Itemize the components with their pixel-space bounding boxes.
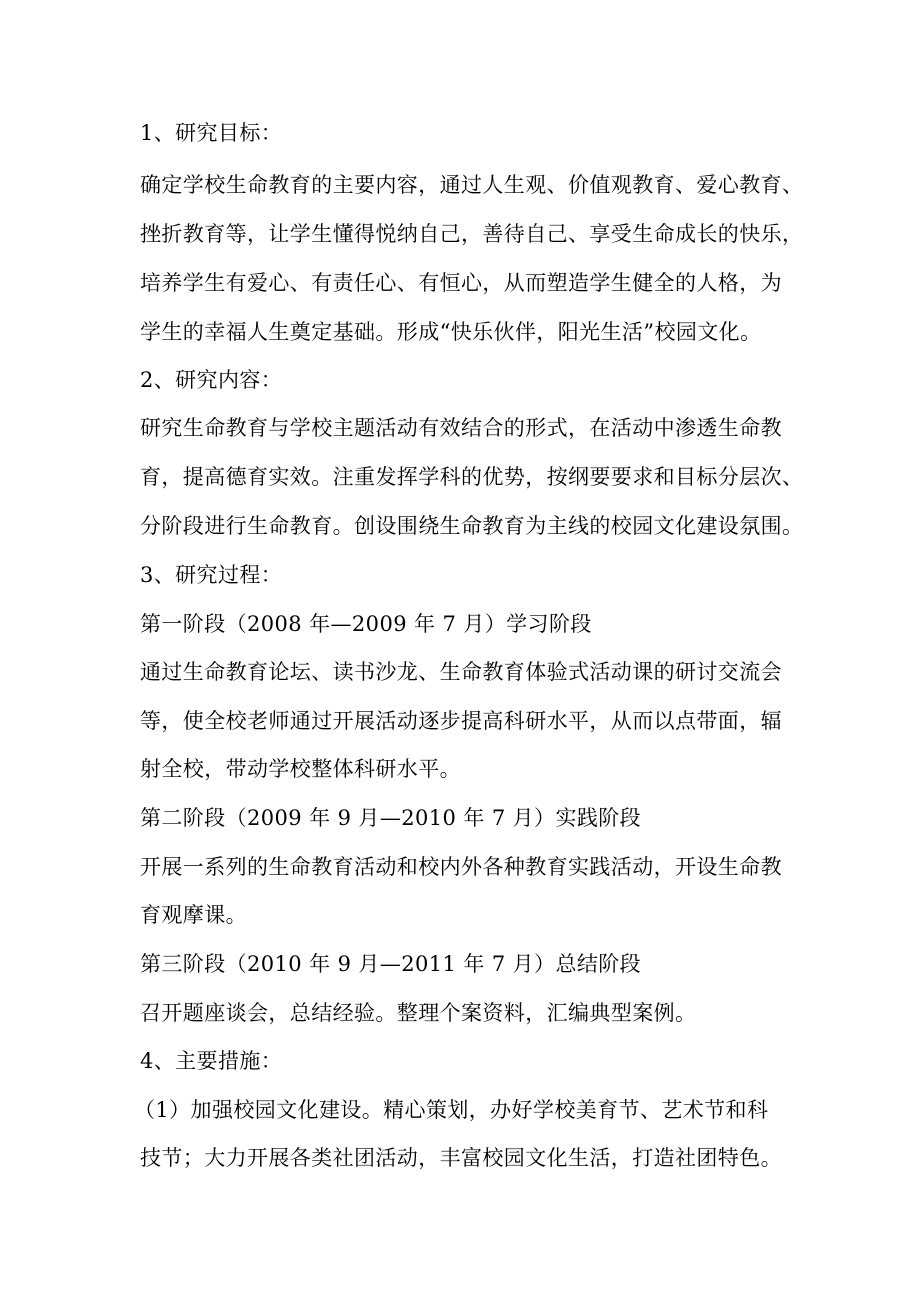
paragraph-line: 确定学校生命教育的主要内容，通过人生观、价值观教育、爱心教育、 [140,173,804,197]
heading-research-goal: 1、研究目标： [140,121,283,145]
paragraph-line: 开展一系列的生命教育活动和校内外各种教育实践活动，开设生命教 [140,855,782,879]
paragraph-line: 培养学生有爱心、有责任心、有恒心，从而塑造学生健全的人格，为 [140,271,782,295]
paragraph-line: 育观摩课。 [140,903,247,927]
stage-three-title: 第三阶段（2010 年 9 月—2011 年 7 月）总结阶段 [140,952,642,976]
paragraph-line: 技节；大力开展各类社团活动，丰富校园文化生活，打造社团特色。 [140,1146,782,1170]
stage-one-title: 第一阶段（2008 年—2009 年 7 月）学习阶段 [140,612,592,636]
heading-research-process: 3、研究过程： [140,563,283,587]
paragraph-line: 通过生命教育论坛、读书沙龙、生命教育体验式活动课的研讨交流会 [140,660,782,684]
paragraph-line: 育，提高德育实效。注重发挥学科的优势，按纲要要求和目标分层次、 [140,465,804,489]
paragraph-line: 召开题座谈会，总结经验。整理个案资料，汇编典型案例。 [140,1001,697,1025]
paragraph-line: 研究生命教育与学校主题活动有效结合的形式，在活动中渗透生命教 [140,416,782,440]
paragraph-line: 射全校，带动学校整体科研水平。 [140,757,461,781]
heading-main-measures: 4、主要措施： [140,1049,283,1073]
stage-two-title: 第二阶段（2009 年 9 月—2010 年 7 月）实践阶段 [140,806,642,830]
paragraph-line: 分阶段进行生命教育。创设围绕生命教育为主线的校园文化建设氛围。 [140,514,804,538]
paragraph-line: 等，使全校老师通过开展活动逐步提高科研水平，从而以点带面，辐 [140,709,782,733]
paragraph-line: 挫折教育等，让学生懂得悦纳自己，善待自己、享受生命成长的快乐， [140,222,804,246]
heading-research-content: 2、研究内容： [140,368,283,392]
measure-item-1: （1）加强校园文化建设。精心策划，办好学校美育节、艺术节和科 [134,1098,769,1122]
paragraph-line: 学生的幸福人生奠定基础。形成“快乐伙伴，阳光生活”校园文化。 [140,320,762,344]
